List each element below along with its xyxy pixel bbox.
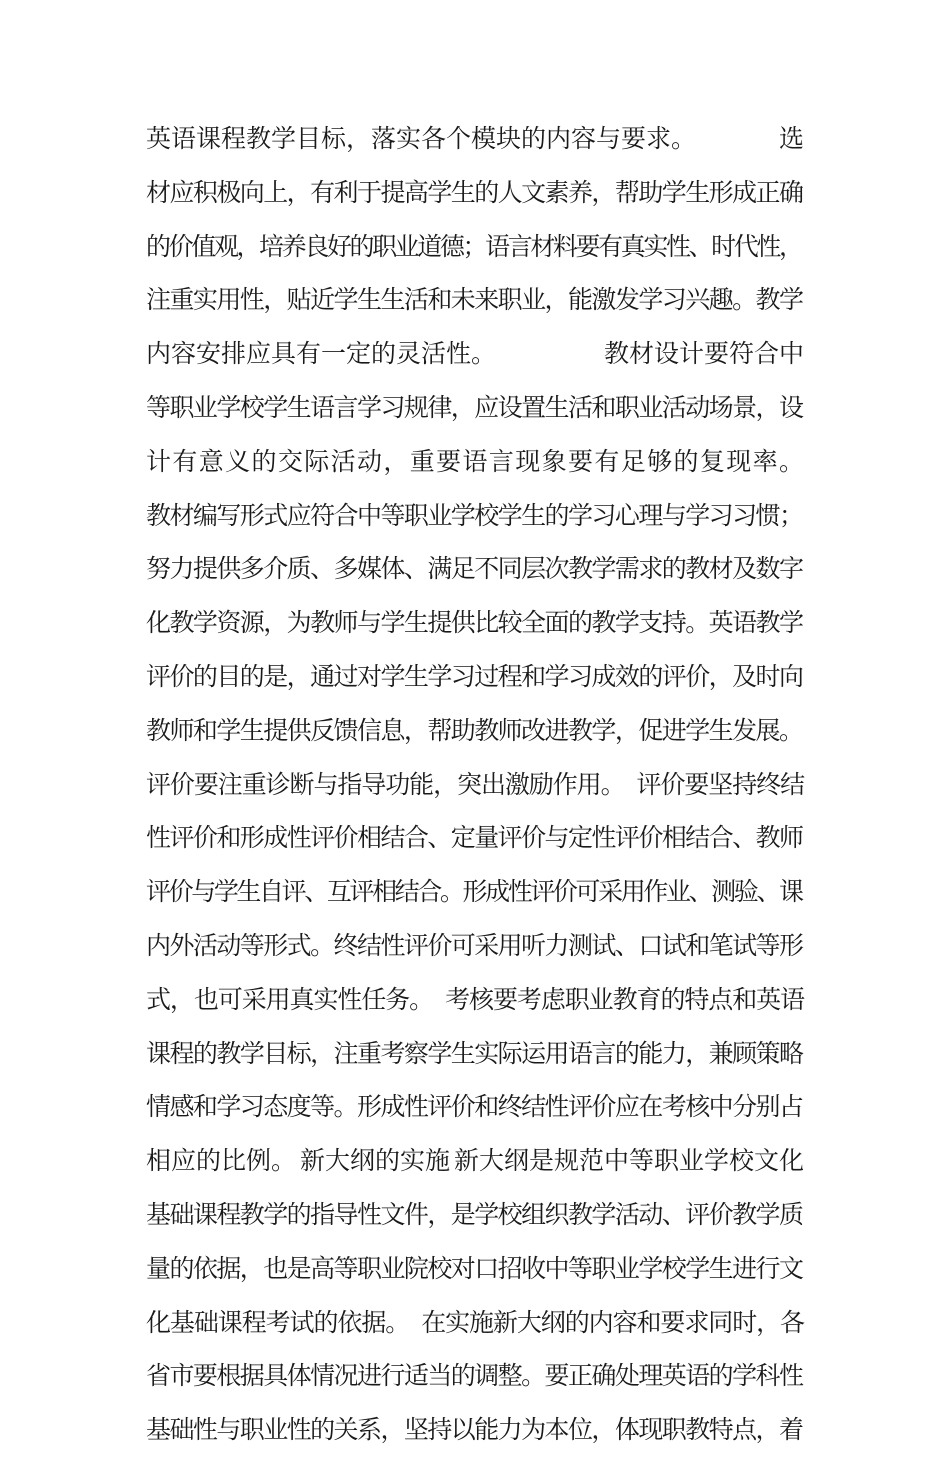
text-line bbox=[146, 1403, 804, 1457]
text-segment: 基础课程教学的指导性文件，是学校组织教学活动、评价教学质 bbox=[146, 1199, 803, 1229]
text-segment: 英语课程教学目标，落实各个模块的内容与要求。 bbox=[146, 124, 697, 153]
text-segment: 新大纲是规范中等职业学校文化 bbox=[453, 1146, 804, 1176]
text-segment: 教材设计要符合中 bbox=[603, 339, 804, 369]
text-line bbox=[146, 327, 804, 381]
text-segment: 注重实用性，贴近学生生活和未来职业，能激发学习兴趣。教学 bbox=[146, 285, 803, 315]
text-segment: 性评价和形成性评价相结合、定量评价与定性评价相结合、教师 bbox=[146, 823, 803, 853]
text-line bbox=[146, 758, 804, 812]
text-segment: 考核要考虑职业教育的特点和英语 bbox=[445, 984, 804, 1014]
text-line bbox=[146, 489, 804, 543]
text-segment: 内容安排应具有一定的灵活性。 bbox=[146, 339, 497, 369]
text-segment: 量的依据，也是高等职业院校对口招收中等职业学校学生进行文 bbox=[146, 1253, 803, 1283]
text-segment: 评价的目的是，通过对学生学习过程和学习成效的评价，及时向 bbox=[146, 661, 803, 691]
text-segment: 化基础课程考试的依据。 bbox=[146, 1307, 410, 1337]
text-segment: 评价要坚持终结 bbox=[636, 769, 804, 799]
text-segment: 材应积极向上，有利于提高学生的人文素养，帮助学生形成正确 bbox=[146, 177, 803, 207]
text-segment: 情感和学习态度等。形成性评价和终结性评价应在考核中分别占 bbox=[146, 1092, 803, 1122]
text-segment: 评价与学生自评、互评相结合。形成性评价可采用作业、测验、课 bbox=[146, 877, 802, 907]
text-segment: 内外活动等形式。终结性评价可采用听力测试、口试和笔试等形 bbox=[146, 930, 803, 960]
text-line bbox=[146, 1242, 804, 1296]
text-segment: 式，也可采用真实性任务。 bbox=[146, 984, 434, 1014]
text-line bbox=[146, 381, 804, 435]
text-segment: 评价要注重诊断与指导功能，突出激励作用。 bbox=[146, 769, 625, 799]
text-segment: 教师和学生提供反馈信息，帮助教师改进教学，促进学生发展。 bbox=[146, 715, 803, 745]
text-segment: 课程的教学目标，注重考察学生实际运用语言的能力，兼顾策略 bbox=[146, 1038, 803, 1068]
body-text bbox=[146, 112, 804, 1457]
text-segment: 计有意义的交际活动，重要语言现象要有足够的复现率。 bbox=[146, 446, 806, 476]
text-segment: 教材编写形式应符合中等职业学校学生的学习心理与学习习惯； bbox=[146, 500, 803, 530]
text-segment: 在实施新大纲的内容和要求同时，各 bbox=[421, 1307, 804, 1337]
text-segment: 基础性与职业性的关系，坚持以能力为本位，体现职教特点，着 bbox=[146, 1415, 803, 1445]
text-line bbox=[146, 865, 804, 919]
text-line bbox=[146, 704, 804, 758]
text-line bbox=[146, 973, 804, 1027]
text-segment: 相应的比例。 bbox=[146, 1146, 297, 1176]
text-line bbox=[146, 112, 804, 166]
text-segment: 省市要根据具体情况进行适当的调整。要正确处理英语的学科性 bbox=[146, 1361, 803, 1391]
text-line bbox=[146, 1188, 804, 1242]
text-segment: 化教学资源，为教师与学生提供比较全面的教学支持。英语教学 bbox=[146, 608, 803, 638]
text-line bbox=[146, 273, 804, 327]
text-line bbox=[146, 1134, 804, 1188]
text-segment: 等职业学校学生语言学习规律，应设置生活和职业活动场景，设 bbox=[146, 392, 803, 422]
text-line bbox=[146, 1080, 804, 1134]
text-line bbox=[146, 650, 804, 704]
text-segment: 努力提供多介质、多媒体、满足不同层次教学需求的教材及数字 bbox=[146, 554, 803, 584]
text-line bbox=[146, 542, 804, 596]
text-segment: 选 bbox=[778, 124, 804, 153]
text-line bbox=[146, 1027, 804, 1081]
text-line bbox=[146, 435, 804, 489]
text-line bbox=[146, 166, 804, 220]
text-segment: 新大纲的实施 bbox=[299, 1146, 450, 1176]
text-line bbox=[146, 811, 804, 865]
text-line bbox=[146, 1296, 804, 1350]
text-segment: 的价值观，培养良好的职业道德；语言材料要有真实性、时代性， bbox=[146, 231, 802, 261]
text-line bbox=[146, 220, 804, 274]
text-line bbox=[146, 919, 804, 973]
text-line bbox=[146, 1349, 804, 1403]
text-line bbox=[146, 596, 804, 650]
